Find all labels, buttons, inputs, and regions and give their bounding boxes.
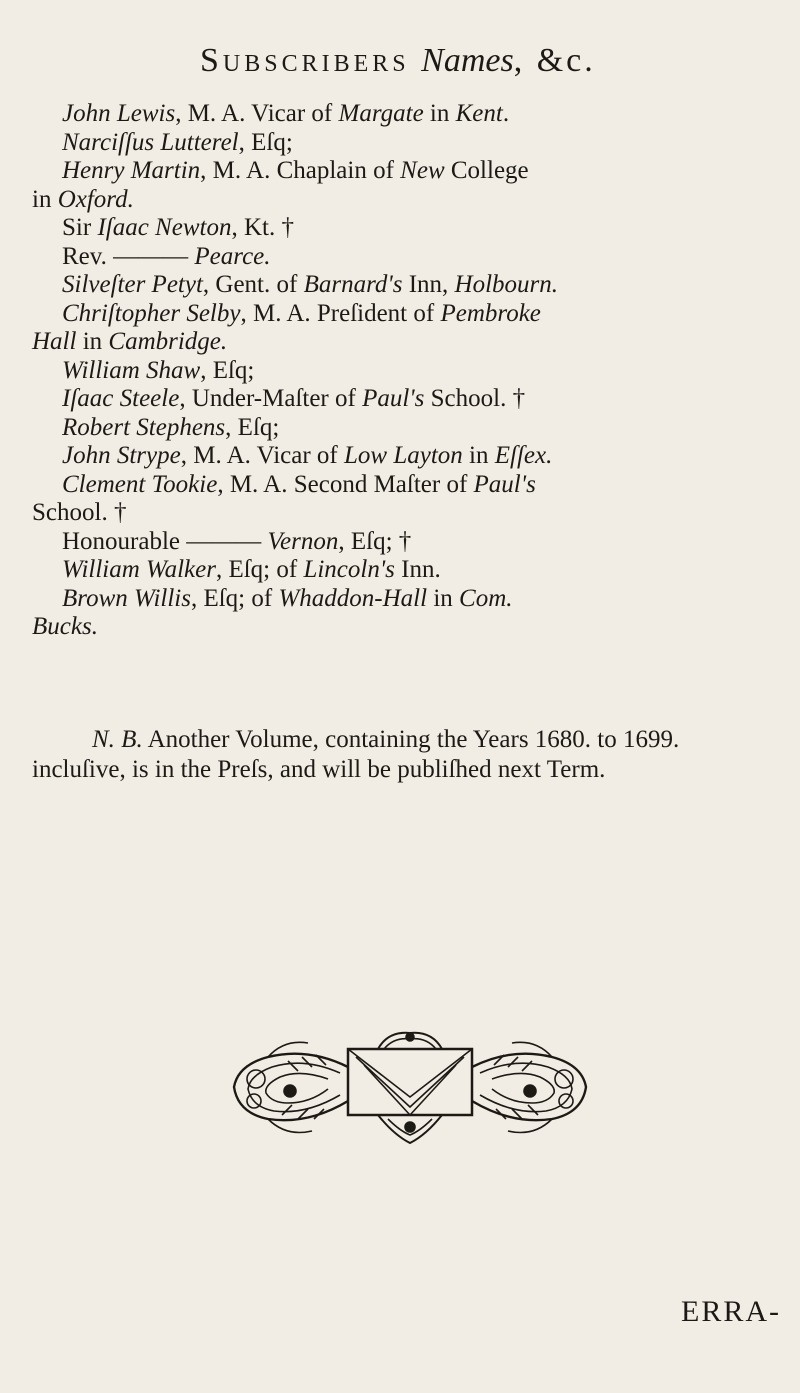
subscriber-entry [32,157,782,186]
roman-text: , M. A. Preſident of [240,299,441,327]
italic-text: Whaddon-Hall [278,584,428,612]
roman-text: . [502,100,510,127]
italic-text: New [400,157,445,184]
printers-ornament-icon [228,1027,592,1145]
subscriber-entry [32,100,782,129]
subscriber-entry [32,129,782,158]
roman-text: in [462,442,495,469]
roman-text: in [427,584,460,612]
roman-text: , M. A. Second Maſter of [217,470,474,498]
subscriber-entry [32,271,782,300]
roman-text: , M. A. Vicar of [175,100,339,127]
nota-bene-paragraph [32,725,777,785]
roman-text: , Gent. of [202,271,304,298]
italic-text: Lincoln's [303,556,395,583]
subscriber-entry [32,300,782,329]
italic-text: Clement Tookie [62,470,218,498]
roman-text: in [32,185,58,213]
subscriber-entry [32,442,782,471]
italic-text: Low Layton [344,442,463,469]
roman-text: Inn, [402,271,455,298]
italic-text: Vernon [267,527,339,555]
header-italic: Names [421,42,514,79]
roman-text: , M. A. Chaplain of [200,157,401,184]
entry-continuation-line [32,613,782,642]
roman-text: , Eſq; † [338,527,412,555]
roman-text: , Eſq; [225,413,280,441]
italic-text: Robert Stephens [62,413,226,441]
page-header [200,42,760,80]
italic-text: Oxford. [57,185,134,213]
header-tail: , &c. [513,42,596,79]
italic-text: Bucks. [32,613,98,640]
italic-text: John Strype [62,442,181,469]
subscriber-entry [32,357,782,386]
italic-text: Chriſtopher Selby [62,299,241,327]
italic-text: Iſaac Newton [97,214,232,241]
italic-text: Brown Willis [62,584,191,612]
italic-text: Iſaac Steele [62,385,180,412]
roman-text: Honourable ——— [62,527,268,555]
italic-text: Cambridge. [108,328,228,355]
roman-text: , Eſq; of [190,584,279,612]
catchword: ERRA- [681,1295,781,1328]
italic-text: Paul's [473,470,536,498]
italic-text: Silveſter Petyt [62,271,203,298]
roman-text: , Eſq; [200,356,255,384]
italic-text: Pembroke [440,299,541,327]
italic-text: William Walker [62,556,216,583]
italic-text: Barnard's [303,271,403,298]
entry-continuation-line [32,499,782,528]
roman-text: School. † [424,385,526,412]
roman-text: in [76,328,109,355]
subscriber-entry [32,528,782,557]
italic-text: Paul's [362,385,425,412]
roman-text: , Eſq; of [215,556,304,583]
header-caps: Subscribers [200,42,410,79]
italic-text: Kent [455,100,503,127]
roman-text: , Eſq; [238,128,293,156]
roman-text: Sir [62,214,98,241]
roman-text: , Kt. † [231,214,294,241]
subscriber-entry [32,385,782,414]
italic-text: Margate [338,100,424,127]
subscriber-entry [32,243,782,272]
nb-text: Another Volume, containing the Years 1680. to 1699. incluſive, is in the Preſs, and will be publiſhed next Term. [32,726,680,783]
roman-text: College [444,157,529,184]
subscriber-entry [32,214,782,243]
roman-text: in [423,100,456,127]
italic-text: Narciſſus Lutterel [62,128,239,156]
italic-text: John Lewis [62,100,176,127]
subscriber-entry [32,585,782,614]
entry-continuation-line [32,328,782,357]
italic-text: Holbourn. [454,271,559,298]
italic-text: Com. [459,584,513,612]
italic-text: Hall [32,328,77,355]
roman-text: , Under-Maſter of [179,385,363,412]
subscriber-entry [32,556,782,585]
nb-label: N. B. [92,726,143,753]
subscriber-entry [32,414,782,443]
italic-text: Henry Martin [62,157,201,184]
italic-text: Pearce. [194,242,271,270]
italic-text: William Shaw [62,356,201,384]
roman-text: Rev. ——— [62,242,195,270]
roman-text: Inn. [394,556,441,583]
entry-continuation-line [32,186,782,215]
roman-text: , M. A. Vicar of [180,442,345,469]
italic-text: Eſſex. [494,442,553,469]
roman-text: School. † [32,499,127,526]
subscriber-list [32,100,782,642]
subscriber-entry [32,471,782,500]
